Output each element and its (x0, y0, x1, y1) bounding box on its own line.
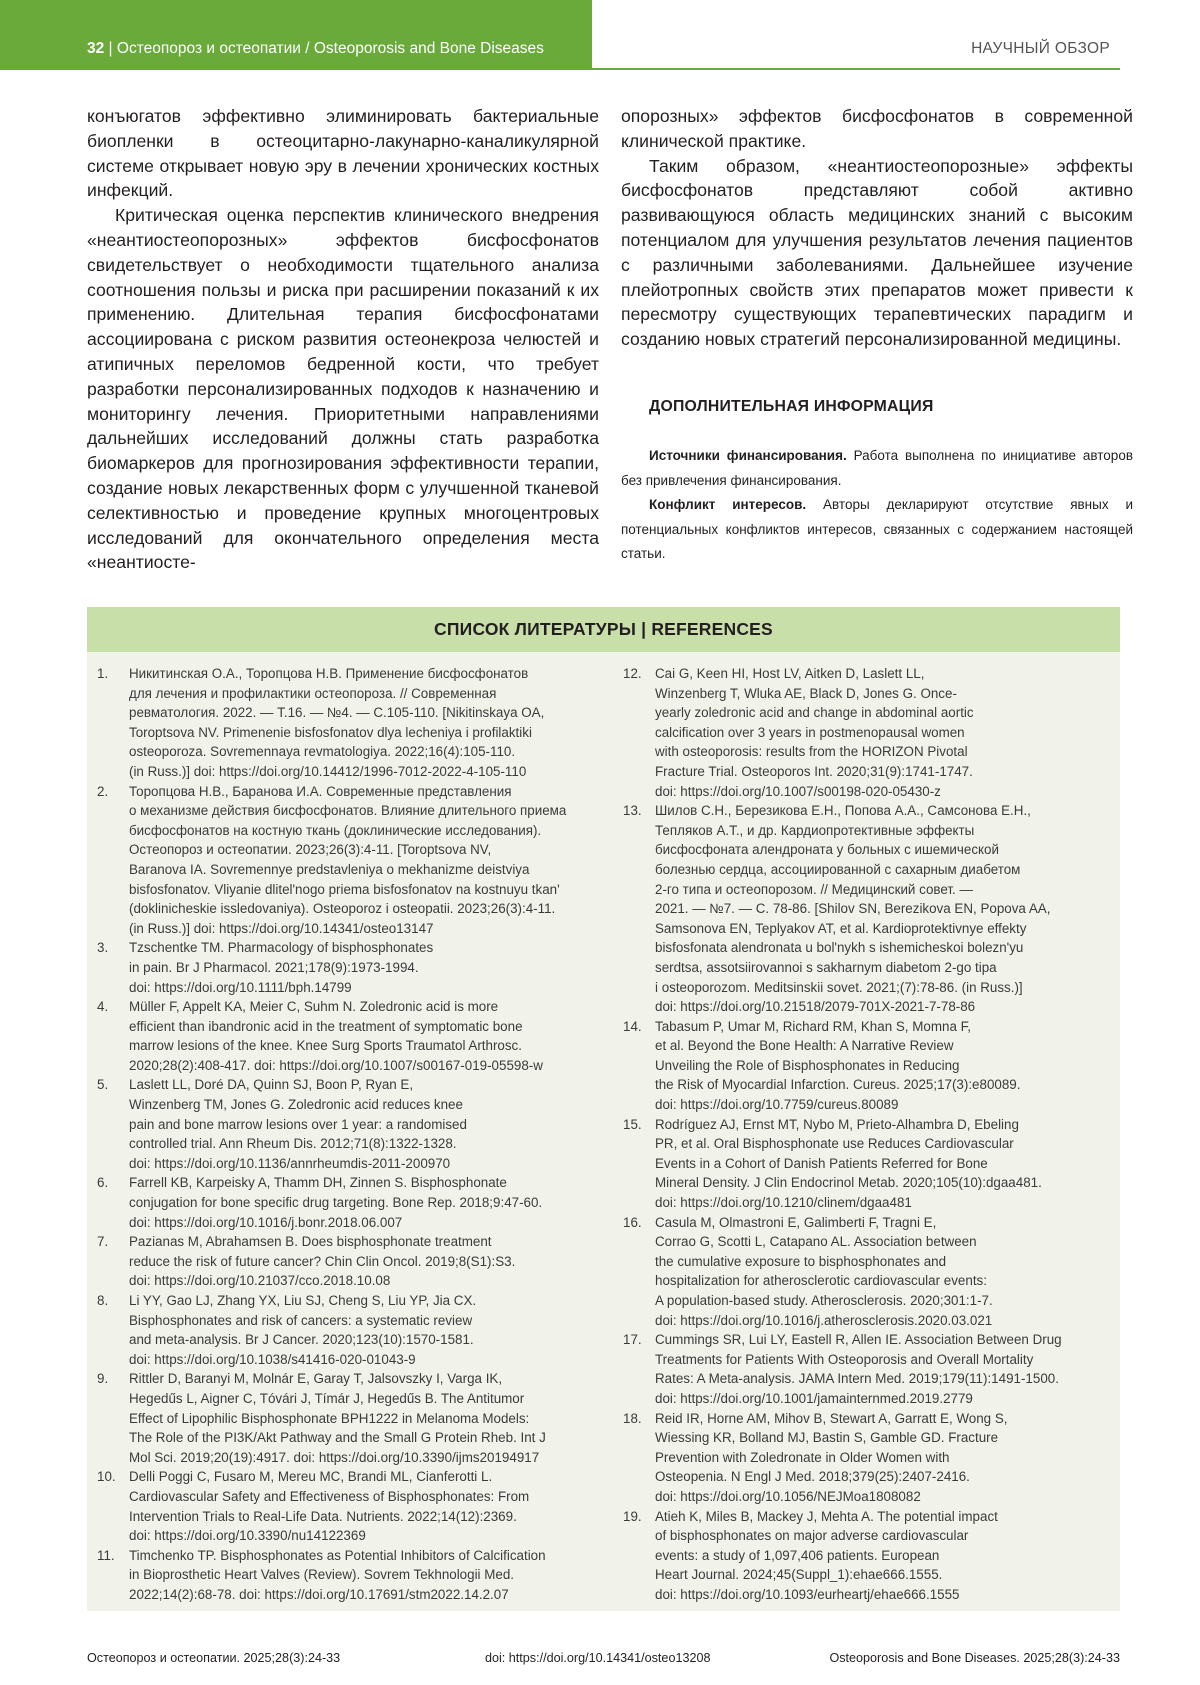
reference-number: 11. (97, 1547, 115, 1563)
reference-number: 16. (623, 1214, 642, 1230)
header-divider (592, 68, 1120, 70)
reference-item (623, 1507, 1120, 1605)
references-section (87, 607, 1120, 1611)
funding-label: Источники финансирования. (649, 448, 847, 463)
reference-item (623, 1115, 1120, 1213)
funding-statement (621, 444, 1133, 493)
reference-text: Delli Poggi C, Fusaro M, Mereu MC, Brandi ML, Cianferotti L. Cardiovascular Safety and Effectiveness of Bisphosphonates: From Intervention Trials to Real-Life Data. Nutrients. 2022;14(12):2369. doi: https://doi.org/10.3390/nu14122369 (129, 1469, 530, 1544)
reference-text: Cummings SR, Lui LY, Eastell R, Allen IE. Association Between Drug Treatments for Patients With Osteoporosis and Overall Mortality Rates: A Meta-analysis. JAMA Intern Med. 2019;179(11):1491-1500. doi: https://doi.org/10.1001/jamainternmed.2019.2779 (655, 1332, 1062, 1406)
reference-item (97, 1546, 589, 1605)
reference-item (97, 1467, 589, 1545)
reference-item (97, 664, 589, 782)
reference-text: Müller F, Appelt KA, Meier C, Suhm N. Zoledronic acid is more efficient than ibandronic acid in the treatment of symptomatic bone marrow lesions of the knee. Knee Surg Sports Traumatol Arthrosc. 2020;28(2):408-417. doi: https://doi.org/10.1007/s00167-019-05598-w (129, 999, 543, 1073)
reference-text: Farrell KB, Karpeisky A, Thamm DH, Zinnen S. Bisphosphonate conjugation for bone specific drug targeting. Bone Rep. 2018;9:47-60. doi: https://doi.org/10.1016/j.bonr.2018.06.007 (129, 1175, 543, 1230)
reference-item (623, 664, 1120, 801)
reference-number: 10. (97, 1469, 116, 1485)
reference-number: 14. (623, 1018, 642, 1034)
reference-item (623, 1213, 1120, 1331)
references-title: СПИСОК ЛИТЕРАТУРЫ | REFERENCES (87, 607, 1120, 652)
conflict-label: Конфликт интересов. (649, 497, 807, 512)
reference-text: Tzschentke TM. Pharmacology of bisphosphonates in pain. Br J Pharmacol. 2021;178(9):1973-1994. doi: https://doi.org/10.1111/bph.14799 (129, 940, 434, 995)
reference-item (97, 1291, 589, 1369)
reference-item (97, 782, 589, 939)
reference-text: Rittler D, Baranyi M, Molnár E, Garay T, Jalsovszky I, Varga IK, Hegedűs L, Aigner C, Tóvári J, Tímár J, Hegedűs B. The Antitumor Effect of Lipophilic Bisphosphonate BPH1222 in Melanoma Models: The Role of the PI3K/Akt Pathway and the Small G Protein Rheb. Int J Mol Sci. 2019;20(19):4917. doi: https://doi.org/10.3390/ijms20194917 (129, 1371, 546, 1465)
body-column-left (87, 104, 599, 575)
conflict-statement (621, 493, 1133, 567)
reference-text: Reid IR, Horne AM, Mihov B, Stewart A, Garratt E, Wong S, Wiessing KR, Bolland MJ, Bastin S, Gamble GD. Fracture Prevention with Zoledronate in Older Women with Osteopenia. N Engl J Med. 2018;379(25):2407-2416. doi: https://doi.org/10.1056/NEJMoa1808082 (655, 1410, 1008, 1504)
reference-text: Tabasum P, Umar M, Richard RM, Khan S, Momna F, et al. Beyond the Bone Health: A Narrative Review Unveiling the Role of Bisphosphonates in Reducing the Risk of Myocardial Infarction. Cureus. 2025;17(3):e80089. doi: https://doi.org/10.7759/cureus.80089 (655, 1018, 1021, 1113)
reference-item (97, 1232, 589, 1291)
reference-item (623, 1409, 1120, 1507)
body-paragraph: Критическая оценка перспектив клинического внедрения «неантиостеопорозных» эффектов бисфосфонатов свидетельствует о необходимости тщательного анализа соотношения пользы и риска при расширении показаний к их применению. Длительная терапия бисфосфонатами ассоциирована с риском развития остеонекроза челюстей и атипичных переломов бедренной кости, что требует разработки персонализированных подходов к назначению и мониторингу лечения. Приоритетными направлениями дальнейших исследований должны стать разработка биомаркеров для прогнозирования эффективности терапии, создание новых лекарственных форм с улучшенной тканевой селективностью и проведение крупных многоцентровых исследований для окончательного определения места «неантиосте- (87, 205, 599, 573)
reference-item (623, 1330, 1120, 1408)
reference-item (97, 938, 589, 997)
footer-citation-en: Osteoporosis and Bone Diseases. 2025;28(3):24-33 (829, 1651, 1120, 1665)
reference-number: 13. (623, 803, 642, 819)
references-column-left (97, 664, 589, 1605)
reference-text: Торопцова Н.В., Баранова И.А. Современные представления о механизме действия бисфосфонатов. Влияние длительного приема бисфосфонатов на костную ткань (доклинические исследования). Остеопороз и остеопатии. 2023;26(3):4-11. [Toroptsova NV, Baranova IA. Sovremennye predstavleniya o mekhanizme deistviya bisfosfonatov. Vliyanie dlitel'nogo priema bisfosfonatov na kostnuyu tkan' (doklinicheskie issledovaniya). Osteoporoz i osteopatii. 2023;26(3):4-11. (in Russ.)] doi: https://doi.org/10.14341/osteo13147 (129, 783, 567, 936)
funding-text: Работа выполнена по инициативе авторов без привлечения финансирования. (621, 448, 1133, 488)
body-paragraph: конъюгатов эффективно элиминировать бактериальные биопленки в остеоцитарно-лакунарно-каналикулярной системе открывает новую эру в лечении хронических костных инфекций. (87, 106, 599, 201)
journal-title: | Остеопороз и остеопатии / Osteoporosis and Bone Diseases (104, 40, 544, 57)
page-number: 32 (87, 40, 105, 57)
reference-text: Timchenko TP. Bisphosphonates as Potential Inhibitors of Calcification in Bioprosthetic Heart Valves (Review). Sovrem Tekhnologii Med. 2022;14(2):68-78. doi: https://doi.org/10.17691/stm2022.14.2.07 (129, 1547, 546, 1602)
reference-number: 18. (623, 1410, 642, 1426)
page-header (0, 0, 1200, 70)
reference-number: 12. (623, 666, 642, 681)
reference-number: 7. (97, 1234, 109, 1250)
reference-number: 15. (623, 1116, 642, 1132)
reference-item (97, 1173, 589, 1232)
running-head (87, 40, 544, 58)
reference-number: 5. (97, 1077, 109, 1093)
additional-info-heading: ДОПОЛНИТЕЛЬНАЯ ИНФОРМАЦИЯ (649, 398, 934, 415)
footer-citation-ru: Остеопороз и остеопатии. 2025;28(3):24-33 (87, 1651, 341, 1665)
reference-number: 4. (97, 999, 109, 1015)
reference-item (623, 801, 1120, 1017)
reference-text: Atieh K, Miles B, Mackey J, Mehta A. The potential impact of bisphosphonates on major adverse cardiovascular events: a study of 1,097,406 patients. European Heart Journal. 2024;45(Suppl_1):ehae666.1555. doi: https://doi.org/10.1093/eurheartj/ehae666.1555 (655, 1508, 998, 1602)
reference-number: 8. (97, 1293, 109, 1308)
reference-number: 1. (97, 666, 109, 681)
footer-doi: doi: https://doi.org/10.14341/osteo13208 (485, 1651, 711, 1665)
conflict-text: Авторы декларируют отсутствие явных и потенциальных конфликтов интересов, связанных с содержанием настоящей статьи. (621, 497, 1133, 561)
reference-number: 3. (97, 940, 109, 956)
reference-number: 9. (97, 1371, 109, 1387)
reference-text: Li YY, Gao LJ, Zhang YX, Liu SJ, Cheng S, Liu YP, Jia CX. Bisphosphonates and risk of cancers: a systematic review and meta-analysis. Br J Cancer. 2020;123(10):1570-1581. doi: https://doi.org/10.1038/s41416-020-01043-9 (129, 1293, 477, 1367)
reference-text: Laslett LL, Doré DA, Quinn SJ, Boon P, Ryan E, Winzenberg TM, Jones G. Zoledronic acid reduces knee pain and bone marrow lesions over 1 year: a randomised controlled trial. Ann Rheum Dis. 2012;71(8):1322-1328. doi: https://doi.org/10.1136/annrheumdis-2011-200970 (129, 1077, 467, 1171)
reference-text: Никитинская О.А., Торопцова Н.В. Применение бисфосфонатов для лечения и профилактики остеопороза. // Современная ревматология. 2022. — Т.16. — №4. — С.105-110. [Nikitinskaya OA, Toroptsova NV. Primenenie bisfosfonatov dlya lecheniya i profilaktiki osteoporoza. Sovremennaya revmatologiya. 2022;16(4):105-110. (in Russ.)] doi: https://doi.org/10.14412/1996-7012-2022-4-105-110 (129, 666, 545, 779)
section-label: НАУЧНЫЙ ОБЗОР (971, 40, 1110, 57)
body-paragraph: опорозных» эффектов бисфосфонатов в современной клинической практике. (621, 106, 1133, 151)
reference-number: 2. (97, 783, 109, 799)
reference-text: Casula M, Olmastroni E, Galimberti F, Tragni E, Corrao G, Scotti L, Catapano AL. Association between the cumulative exposure to bisphosphonates and hospitalization for atherosclerotic cardiovascular events: A population-based study. Atherosclerosis. 2020;301:1-7. doi: https://doi.org/10.1016/j.atherosclerosis.2020.03.021 (655, 1214, 993, 1328)
reference-text: Cai G, Keen HI, Host LV, Aitken D, Laslett LL, Winzenberg T, Wluka AE, Black D, Jones G. Once- yearly zoledronic acid and change in abdominal aortic calcification over 3 years in postmenopausal women with osteoporosis: results from the HORIZON Pivotal Fracture Trial. Osteoporos Int. 2020;31(9):1741-1747. doi: https://doi.org/10.1007/s00198-020-05430-z (655, 666, 974, 799)
reference-text: Rodríguez AJ, Ernst MT, Nybo M, Prieto-Alhambra D, Ebeling PR, et al. Oral Bisphosphonate use Reduces Cardiovascular Events in a Cohort of Danish Patients Referred for Bone Mineral Density. J Clin Endocrinol Metab. 2020;105(10):dgaa481. doi: https://doi.org/10.1210/clinem/dgaa481 (655, 1116, 1042, 1211)
reference-number: 17. (623, 1332, 642, 1348)
reference-item (97, 997, 589, 1075)
additional-information (621, 398, 1133, 567)
reference-number: 6. (97, 1175, 109, 1191)
body-column-right (621, 104, 1133, 352)
reference-item (97, 1369, 589, 1467)
reference-number: 19. (623, 1508, 642, 1524)
reference-text: Pazianas M, Abrahamsen B. Does bisphosphonate treatment reduce the risk of future cancer? Chin Clin Oncol. 2019;8(S1):S3. doi: https://doi.org/10.21037/cco.2018.10.08 (129, 1234, 516, 1289)
reference-item (97, 1075, 589, 1173)
references-column-right (623, 664, 1120, 1605)
reference-item (623, 1017, 1120, 1115)
header-journal-bar (0, 0, 592, 70)
body-paragraph: Таким образом, «неантиостеопорозные» эффекты бисфосфонатов представляют собой активно развивающуюся область медицинских знаний с высоким потенциалом для улучшения результатов лечения пациентов с различными заболеваниями. Дальнейшее изучение плейотропных свойств этих препаратов может привести к пересмотру существующих терапевтических парадигм и созданию новых стратегий персонализированной медицины. (621, 155, 1133, 350)
reference-text: Шилов С.Н., Березикова Е.Н., Попова А.А., Самсонова Е.Н., Тепляков А.Т., и др. Кардиопротективные эффекты бисфосфоната алендроната у больных с ишемической болезнью сердца, ассоциированной с сахарным диабетом 2-го типа и остеопорозом. // Медицинский совет. — 2021. — №7. — С. 78-86. [Shilov SN, Berezikova EN, Popova AA, Samsonova EN, Teplyakov AT, et al. Kardioprotektivnye effekty bisfosfonata alendronata u bol'nykh s ishemicheskoi bolezn'yu serdtsa, assotsiirovannoi s sakharnym diabetom 2-go tipa i osteoporozom. Meditsinskii sovet. 2021;(7):78-86. (in Russ.)] doi: https://doi.org/10.21518/2079-701X-2021-7-78-86 (655, 803, 1051, 1015)
